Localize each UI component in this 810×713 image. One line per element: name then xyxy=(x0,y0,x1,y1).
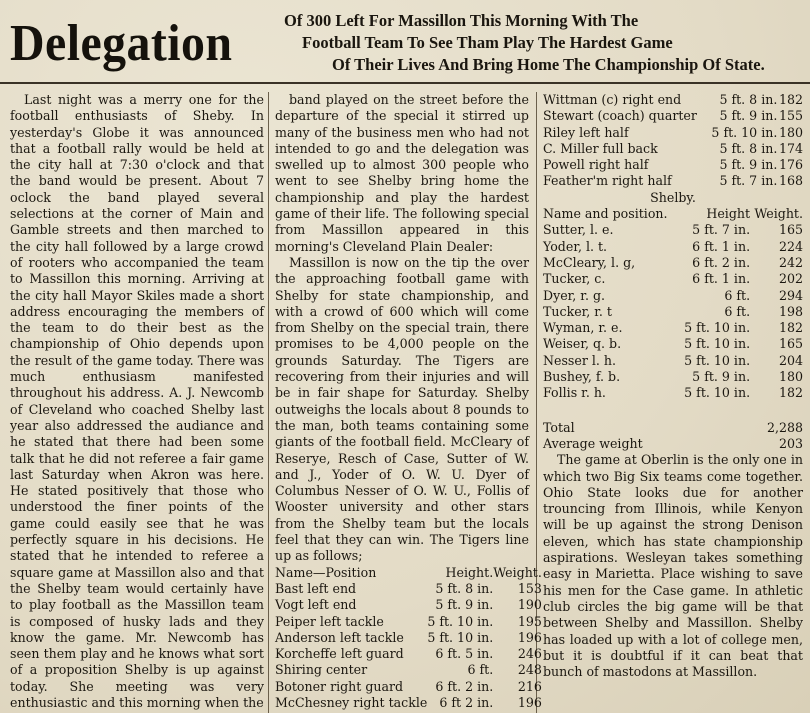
weight-cell: 182 xyxy=(778,320,803,336)
weight-cell: 182 xyxy=(778,385,803,401)
totals-table xyxy=(543,420,803,453)
subheadline xyxy=(268,10,808,76)
weight-cell: 153 xyxy=(517,580,542,596)
weight-cell: 180 xyxy=(778,124,803,140)
height-cell: 5 ft. 10 in. xyxy=(684,320,751,336)
table-row xyxy=(543,222,803,238)
table-row xyxy=(275,679,542,695)
height-cell: 5 ft. 8 in. xyxy=(719,92,778,107)
table-row xyxy=(543,239,803,255)
height-cell: 6 ft. 2 in. xyxy=(692,254,751,270)
height-cell: 5 ft. 10 in. xyxy=(711,124,778,140)
height-cell: 5 ft. 7 in. xyxy=(692,222,751,238)
height-cell: 5 ft. 10 in. xyxy=(427,613,494,629)
table-header-cell: Height. xyxy=(445,564,494,580)
shelby-lineup-table xyxy=(543,206,803,402)
player-name-cell: Wyman, r. e. xyxy=(543,320,623,336)
height-cell: 5 ft. 9 in. xyxy=(692,369,751,385)
table-header-row xyxy=(275,565,542,581)
column-2 xyxy=(275,92,542,711)
table-header-row xyxy=(543,206,803,222)
player-name-cell: Wittman (c) right end xyxy=(543,92,682,107)
player-name-cell: Riley left half xyxy=(543,124,629,140)
player-name-cell: Feather'm right half xyxy=(543,173,672,189)
weight-cell: 294 xyxy=(778,287,803,303)
subheadline-line-1: Of 300 Left For Massillon This Morning With The xyxy=(284,11,639,30)
height-cell: 5 ft. 10 in. xyxy=(684,385,751,401)
player-name-cell: Nesser l. h. xyxy=(543,352,617,368)
height-cell: 5 ft. 7 in. xyxy=(719,173,778,189)
height-cell: 5 ft. 9 in. xyxy=(435,597,494,613)
total-row xyxy=(543,420,803,436)
table-row xyxy=(275,646,542,662)
subheadline-line-2: Football Team To See Tham Play The Hardest Game xyxy=(302,33,673,52)
player-name-cell: Bushey, f. b. xyxy=(543,369,621,385)
average-value: 203 xyxy=(778,435,803,451)
player-name-cell: Korcheffe left guard xyxy=(275,646,404,662)
column-1 xyxy=(10,92,264,711)
player-name-cell: McCleary, l. g, xyxy=(543,254,636,270)
height-cell: 5 ft. 10 in. xyxy=(684,352,751,368)
column-divider xyxy=(268,92,269,713)
massillon-lineup-table-continued xyxy=(543,92,803,190)
player-name-cell: Shiring center xyxy=(275,662,368,678)
height-cell: 5 ft. 8 in. xyxy=(435,580,494,596)
weight-cell: 182 xyxy=(778,92,803,107)
player-name-cell: Powell right half xyxy=(543,157,649,173)
table-row xyxy=(275,614,542,630)
table-row xyxy=(543,92,803,108)
height-cell: 6 ft. xyxy=(467,662,494,678)
table-row xyxy=(543,385,803,401)
table-row xyxy=(543,353,803,369)
height-cell: 6 ft. 5 in. xyxy=(435,646,494,662)
header-rule xyxy=(0,82,810,84)
weight-cell: 224 xyxy=(778,238,803,254)
weight-cell: 248 xyxy=(517,662,542,678)
shelby-heading: Shelby. xyxy=(650,189,696,205)
headline: Delegation xyxy=(10,15,233,72)
height-cell: 6 ft. xyxy=(724,287,751,303)
height-cell: 6 ft. xyxy=(724,303,751,319)
table-row xyxy=(275,597,542,613)
table-header-cell: Height xyxy=(706,206,751,222)
total-value: 2,288 xyxy=(766,419,803,435)
height-cell: 5 ft. 9 in. xyxy=(719,108,778,124)
weight-cell: 165 xyxy=(778,336,803,352)
table-row xyxy=(543,288,803,304)
player-name-cell: Sutter, l. e. xyxy=(543,222,614,238)
table-row xyxy=(543,125,803,141)
average-row xyxy=(543,436,803,452)
player-name-cell: Yoder, l. t. xyxy=(543,238,608,254)
player-name-cell: McChesney right tackle xyxy=(275,694,428,710)
player-name-cell: Botoner right guard xyxy=(275,678,404,694)
table-header-cell: Weight. xyxy=(754,206,803,222)
article-paragraph: Massillon is now on the tip the over the approaching football game with Shelby for state championship, and with a crowd of 600 which will come from Shelby on the special train, there promises to be 4,000 people on the grounds Saturday. The Tigers are recovering from their injuries and will be in fair shape for Saturday. Shelby outweighs the locals about 8 pounds to the man, both teams containing some giants of the football field. McCleary of Reserye, Resch of Case, Sutter of W. and J., Yoder of O. W. U. Dyer of Columbus Nesser of O. W. U., Follis of Wooster university and other stars from the Shelby team but the locals feel that they can win. The Tigers line up as follows; xyxy=(275,254,529,564)
height-cell: 5 ft. 10 in. xyxy=(427,629,494,645)
table-header-cell: Name—Position xyxy=(275,564,377,580)
total-label: Total xyxy=(543,419,575,435)
table-row xyxy=(543,141,803,157)
player-name-cell: Follis r. h. xyxy=(543,385,606,401)
height-cell: 5 ft. 10 in. xyxy=(684,336,751,352)
player-name-cell: Stewart (coach) quarter xyxy=(543,108,697,124)
massillon-lineup-table xyxy=(275,565,542,712)
weight-cell: 242 xyxy=(778,254,803,270)
table-row xyxy=(543,369,803,385)
weight-cell: 174 xyxy=(778,140,803,156)
table-header-cell: Name and position. xyxy=(543,206,668,222)
article-paragraph: Last night was a merry one for the football enthusiasts of Sheby. In yesterday's Globe it was announced that a football rally would be held at the city hall at 7:30 o'clock and that the band would be present. About 7 oclock the band played several selections at the corner of Main and Gamble streets and then marched to the city hall followed by a large crowd of rooters who accompanied the team to Massillon this morning. Arriving at the city hall Mayor Skiles made a short address encouraging the members of the team to do their best as the championship of Ohio depends upon the result of the game today. There was much enthusiasm manifested throughout his address. A. J. Newcomb of Cleveland who coached Shelby last year also addressed the audiance and he stated that there had been some talk that he did not referee a fair game last Saturday when Akron was here. He stated positively that those who understood the finer points of the game could easily see that he was perfectly square in his decisions. He stated that he intended to referee a square game at Massillon also and that the Shelby team would certainly have to play football as the Massillon team is composed of husky lads and they know the game. Mr. Newcomb has seen them play and he knows what sort of a proposition Shelby is up against today. She meeting was very enthusiastic and this morning when the xyxy=(10,92,264,710)
table-row xyxy=(543,108,803,124)
table-row xyxy=(543,271,803,287)
player-name-cell: Bast left end xyxy=(275,580,357,596)
weight-cell: 176 xyxy=(778,157,803,173)
table-row xyxy=(543,157,803,173)
weight-cell: 155 xyxy=(778,108,803,124)
weight-cell: 190 xyxy=(517,597,542,613)
table-header-cell: Weight. xyxy=(493,564,542,580)
table-row xyxy=(275,630,542,646)
player-name-cell: Tucker, r. t xyxy=(543,303,612,319)
height-cell: 6 ft. 1 in. xyxy=(692,271,751,287)
height-cell: 6 ft. 2 in. xyxy=(435,678,494,694)
table-row xyxy=(275,581,542,597)
player-name-cell: Dyer, r. g. xyxy=(543,287,606,303)
weight-cell: 246 xyxy=(517,646,542,662)
table-row xyxy=(543,320,803,336)
table-row xyxy=(543,304,803,320)
article-paragraph: band played on the street before the departure of the special it stirred up many of the business men who had not intended to go and the delegation was swelled up to almost 300 people who went to see Shelby bring home the championship and play the hardest game of their life. The following special from Massillon appeared in this morning's Cleveland Plain Dealer: xyxy=(275,92,529,254)
table-row xyxy=(543,255,803,271)
player-name-cell: Anderson left tackle xyxy=(275,629,404,645)
player-name-cell: Peiper left tackle xyxy=(275,613,384,629)
player-name-cell: C. Miller full back xyxy=(543,140,658,156)
column-3 xyxy=(543,92,803,680)
subheadline-line-3: Of Their Lives And Bring Home The Championship Of State. xyxy=(332,55,765,74)
player-name-cell: Weiser, q. b. xyxy=(543,336,622,352)
weight-cell: 204 xyxy=(778,352,803,368)
height-cell: 5 ft. 9 in. xyxy=(719,157,778,173)
weight-cell: 195 xyxy=(517,613,542,629)
weight-cell: 168 xyxy=(778,173,803,189)
table-row xyxy=(543,336,803,352)
height-cell: 6 ft. 1 in. xyxy=(692,238,751,254)
table-row xyxy=(543,173,803,189)
weight-cell: 198 xyxy=(778,303,803,319)
player-name-cell: Tucker, c. xyxy=(543,271,606,287)
table-row xyxy=(275,662,542,678)
weight-cell: 196 xyxy=(517,694,542,710)
height-cell: 6 ft 2 in. xyxy=(439,694,494,710)
weight-cell: 165 xyxy=(778,222,803,238)
average-label: Average weight xyxy=(543,435,643,451)
weight-cell: 196 xyxy=(517,629,542,645)
article-paragraph: The game at Oberlin is the only one in which two Big Six teams come together. Ohio State looks due for another trouncing from Illinois, while Kenyon will be up against the strong Denison eleven, which has state championship aspirations. Wesleyan takes something easy in Marietta. Place wishing to save his men for the Case game. In athletic club circles the big game will be that between Shelby and Massillon. Shelby has loaded up with a lot of college men, but it is doubtful if it can beat that bunch of mastodons at Massillon. xyxy=(543,452,803,680)
table-row xyxy=(275,695,542,711)
height-cell: 5 ft. 8 in. xyxy=(719,140,778,156)
player-name-cell: Vogt left end xyxy=(275,597,357,613)
weight-cell: 216 xyxy=(517,678,542,694)
weight-cell: 202 xyxy=(778,271,803,287)
spacer xyxy=(543,402,803,420)
weight-cell: 180 xyxy=(778,369,803,385)
